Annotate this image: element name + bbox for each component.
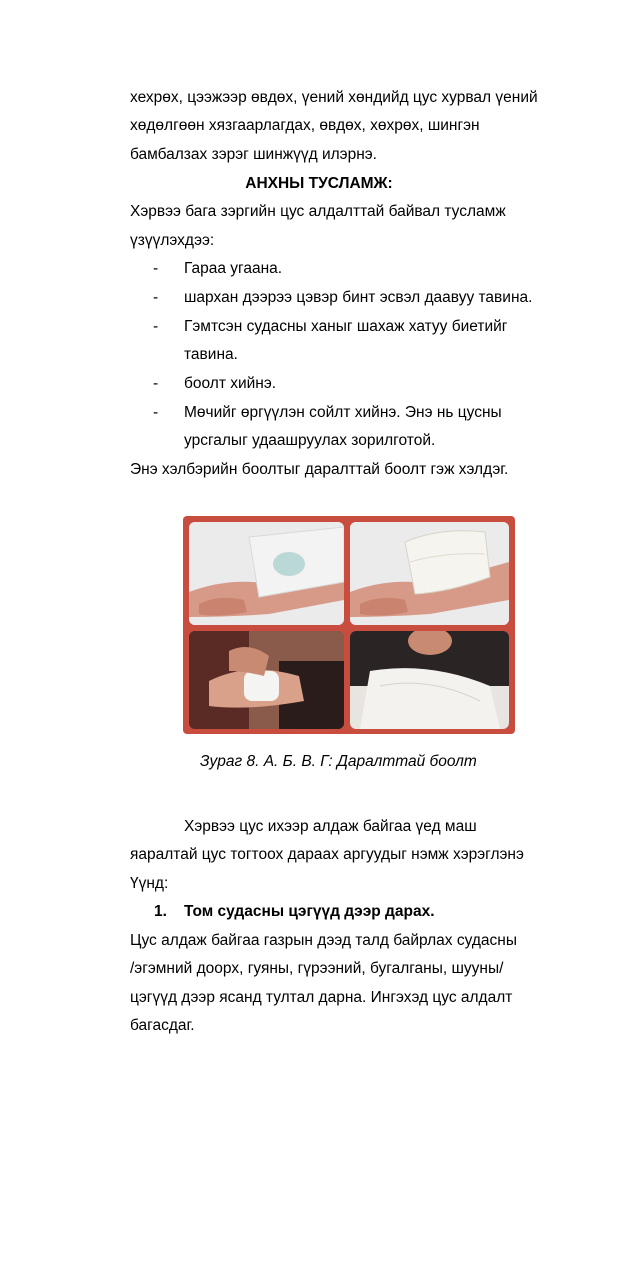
bullet-dash-2: - [153,289,159,306]
bullet-dash-3: - [153,318,159,335]
para5-line-4: багасдаг. [130,1017,195,1034]
bullet-dash-1: - [153,260,159,277]
para1-line-2: хөдөлгөөн хязгаарлагдах, өвдөх, хөхрөх, шингэн [130,117,480,134]
para2-line-2: үзүүлэхдээ: [130,232,215,249]
para5-line-1: Цус алдаж байгаа газрын дээд талд байрлах судасны [130,932,517,949]
bandage-photo-collage [183,516,515,734]
para2-line-1: Хэрвээ бага зэргийн цус алдалттай байвал тусламж [130,203,506,220]
photo-a [189,522,344,625]
photo-d [350,631,509,729]
para5-line-3: цэгүүд дээр ясанд тултал дарна. Ингэхэд цус алдалт [130,989,513,1006]
numbered-item-text: Том судасны цэгүүд дээр дарах. [184,903,435,920]
photo-c [189,631,344,729]
bullet-text-3a: Гэмтсэн судасны ханыг шахаж хатуу биетийг [184,318,508,335]
numbered-item-number: 1. [154,903,167,920]
photo-b [350,522,509,625]
bullet-text-2: шархан дээрээ цэвэр бинт эсвэл даавуу тавина. [184,289,533,306]
bullet-text-5a: Мөчийг өргүүлэн сойлт хийнэ. Энэ нь цусны [184,404,502,421]
bullet-dash-5: - [153,404,159,421]
bullet-text-4: боолт хийнэ. [184,375,277,392]
para1-line-1: хехрөх, цээжээр өвдөх, үений хөндийд цус хурвал үений [130,89,538,106]
figure-caption: Зураг 8. А. Б. В. Г: Даралттай боолт [200,753,477,770]
section-heading: АНХНЫ ТУСЛАМЖ: [245,175,393,192]
para3: Энэ хэлбэрийн боолтыг даралттай боолт гэж хэлдэг. [130,461,509,478]
bullet-dash-4: - [153,375,159,392]
para1-line-3: бамбалзах зэрэг шинжүүд илэрнэ. [130,146,377,163]
para5-line-2: /эгэмний доорх, гуяны, гүрээний, бугалганы, шууны/ [130,960,504,977]
para4-line-1: Хэрвээ цус ихээр алдаж байгаа үед маш [184,818,477,835]
para4-line-3: Үүнд: [130,875,169,892]
bullet-text-5b: урсгалыг удаашруулах зорилготой. [184,432,436,449]
bullet-text-3b: тавина. [184,346,238,363]
bullet-text-1: Гараа угаана. [184,260,283,277]
para4-line-2: яаралтай цус тогтоох дараах аргуудыг нэмж хэрэглэнэ [130,846,524,863]
